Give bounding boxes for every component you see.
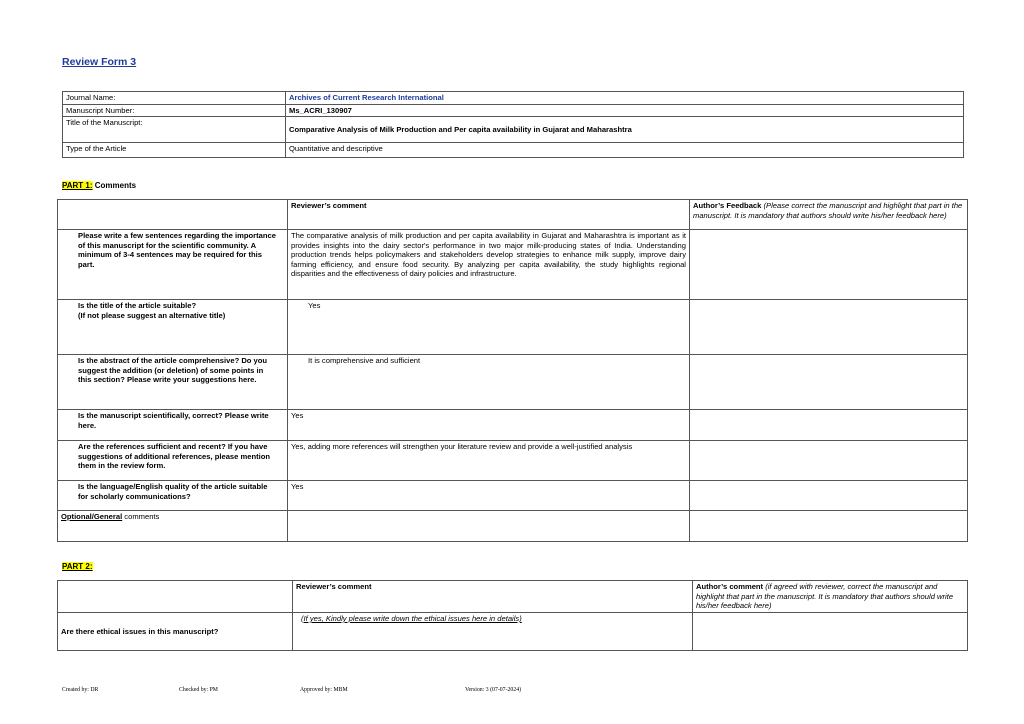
question-scientific: Is the manuscript scientifically, correct? Please write here. [58, 410, 288, 441]
part2-heading [62, 562, 93, 571]
manuscript-title-value: Comparative Analysis of Milk Production and Per capita availability in Gujarat and Maharashtra [286, 117, 964, 143]
author-feedback-title: Author’s Feedback [693, 201, 762, 210]
optional-general-label: Optional/General [61, 512, 123, 521]
question-language: Is the language/English quality of the article suitable for scholarly communications? [58, 481, 288, 511]
author-feedback-abstract[interactable] [690, 355, 968, 410]
reviewer-comment-optional[interactable] [288, 511, 690, 542]
question-references: Are the references sufficient and recent? If you have suggestions of additional references, please mention them in the review form. [58, 441, 288, 481]
author-feedback-title-cell[interactable] [690, 300, 968, 355]
reviewer-comment-references[interactable]: Yes, adding more references will strengthen your literature review and provide a well-justified analysis [288, 441, 690, 481]
journal-name-value: Archives of Current Research International [286, 92, 964, 105]
part1-label: PART 1: [62, 181, 93, 190]
article-type-value: Quantitative and descriptive [286, 143, 964, 158]
part1-comments-label: Comments [92, 181, 137, 190]
optional-comments-suffix: comments [122, 512, 160, 521]
reviewer-comment-scientific[interactable]: Yes [288, 410, 690, 441]
reviewer-comment-language[interactable]: Yes [288, 481, 690, 511]
author-feedback-language[interactable] [690, 481, 968, 511]
reviewer-comment-ethical[interactable]: (If yes, Kindly please write down the ethical issues here in details) [293, 613, 693, 651]
manuscript-title-label: Title of the Manuscript: [63, 117, 286, 143]
part2-reviewer-header: Reviewer’s comment [293, 581, 693, 613]
part1-reviewer-header: Reviewer’s comment [288, 200, 690, 230]
journal-name-label: Journal Name: [63, 92, 286, 105]
author-feedback-instructions: (Please correct the manuscript and highlight that part in the manuscript. It is mandatory that authors should write his/her feedback here) [693, 201, 963, 220]
author-feedback-references[interactable] [690, 441, 968, 481]
part2-label: PART 2: [62, 562, 93, 571]
author-comment-ethical[interactable] [693, 613, 968, 651]
article-type-label: Type of the Article [63, 143, 286, 158]
question-ethical: Are there ethical issues in this manuscript? [58, 613, 293, 651]
form-title: Review Form 3 [62, 56, 137, 68]
author-feedback-scientific[interactable] [690, 410, 968, 441]
footer-approved-by: Approved by: MBM [300, 687, 348, 693]
part1-header-empty [58, 200, 288, 230]
optional-comments-label [58, 511, 288, 542]
part2-author-header [693, 581, 968, 613]
author-feedback-optional[interactable] [690, 511, 968, 542]
manuscript-info-table [62, 91, 964, 158]
part1-author-header [690, 200, 968, 230]
reviewer-comment-title[interactable]: Yes [288, 300, 690, 355]
reviewer-comment-abstract[interactable]: It is comprehensive and sufficient [288, 355, 690, 410]
author-comment-title: Author’s comment [696, 582, 764, 591]
manuscript-number-label: Manuscript Number: [63, 104, 286, 117]
footer-checked-by: Checked by: PM [179, 687, 218, 693]
part1-comments-table [57, 199, 968, 542]
part2-header-empty [58, 581, 293, 613]
footer-version: Version: 3 (07-07-2024) [465, 687, 522, 693]
question-abstract: Is the abstract of the article comprehensive? Do you suggest the addition (or deletion) of some points in this section? Please write your suggestions here. [58, 355, 288, 410]
reviewer-comment-importance[interactable]: The comparative analysis of milk production and per capita availability in Gujarat and Maharashtra is important as it provides insights into the dairy sector's performance in two major milk-producing states of India. Understanding production trends helps policymakers and stakeholders develop strategies to enhance milk supply, improve dairy farming efficiency, and ensure food security. By analyzing per capita availability, the study highlights regional disparities and the effectiveness of dairy policies and infrastructure. [288, 230, 690, 300]
question-title-suitable: Is the title of the article suitable? (If not please suggest an alternative title) [58, 300, 288, 355]
author-comment-instructions: (if agreed with reviewer, correct the manuscript and highlight that part in the manuscript. It is mandatory that authors should write his/her feedback here) [696, 582, 954, 611]
author-feedback-importance[interactable] [690, 230, 968, 300]
part2-ethics-table [57, 580, 968, 651]
question-importance: Please write a few sentences regarding the importance of this manuscript for the scientific community. A minimum of 3-4 sentences may be required for this part. [58, 230, 288, 300]
footer-created-by: Created by: DR [62, 687, 99, 693]
part1-heading [62, 181, 136, 190]
manuscript-number-value: Ms_ACRI_130907 [286, 104, 964, 117]
